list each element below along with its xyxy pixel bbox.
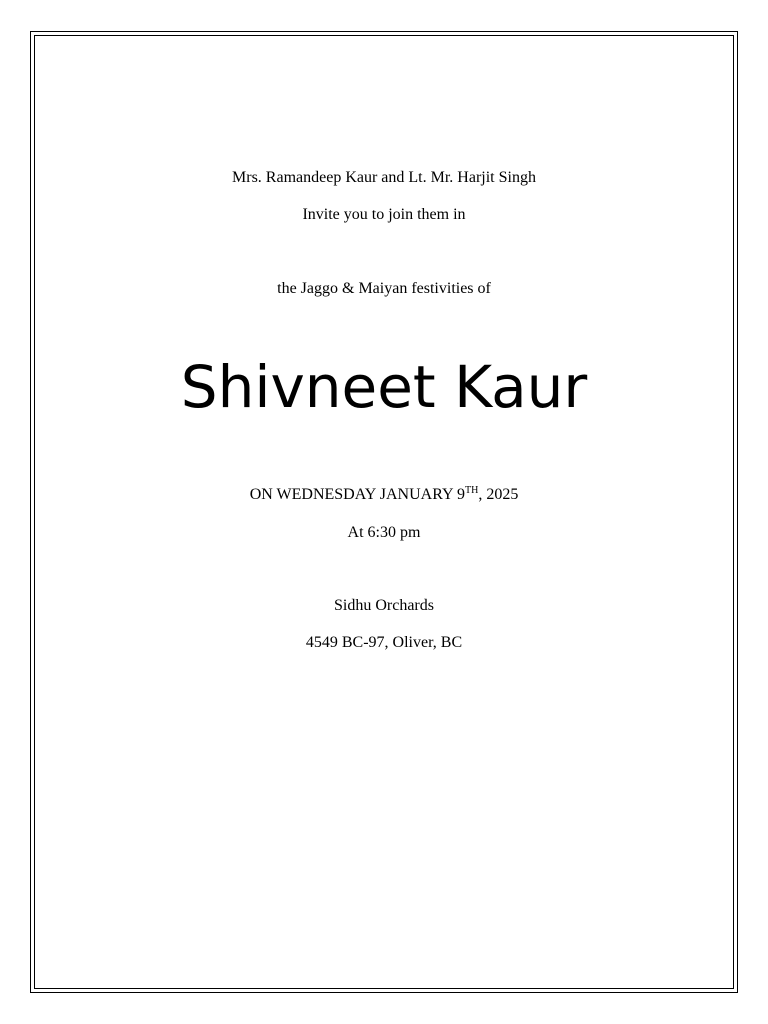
invite-line: Invite you to join them in (302, 206, 466, 223)
honoree-name: Shivneet Kaur (180, 353, 588, 421)
hosts-line: Mrs. Ramandeep Kaur and Lt. Mr. Harjit Singh (232, 169, 536, 186)
time-line: At 6:30 pm (347, 524, 421, 541)
event-line: the Jaggo & Maiyan festivities of (277, 280, 491, 297)
date-year: , 2025 (478, 486, 519, 503)
date-ordinal-suffix: TH (464, 485, 479, 496)
venue-name: Sidhu Orchards (334, 597, 434, 614)
date-prefix: ON WEDNESDAY JANUARY 9 (249, 486, 465, 503)
venue-address: 4549 BC-97, Oliver, BC (305, 634, 463, 651)
date-line (0, 485, 768, 505)
